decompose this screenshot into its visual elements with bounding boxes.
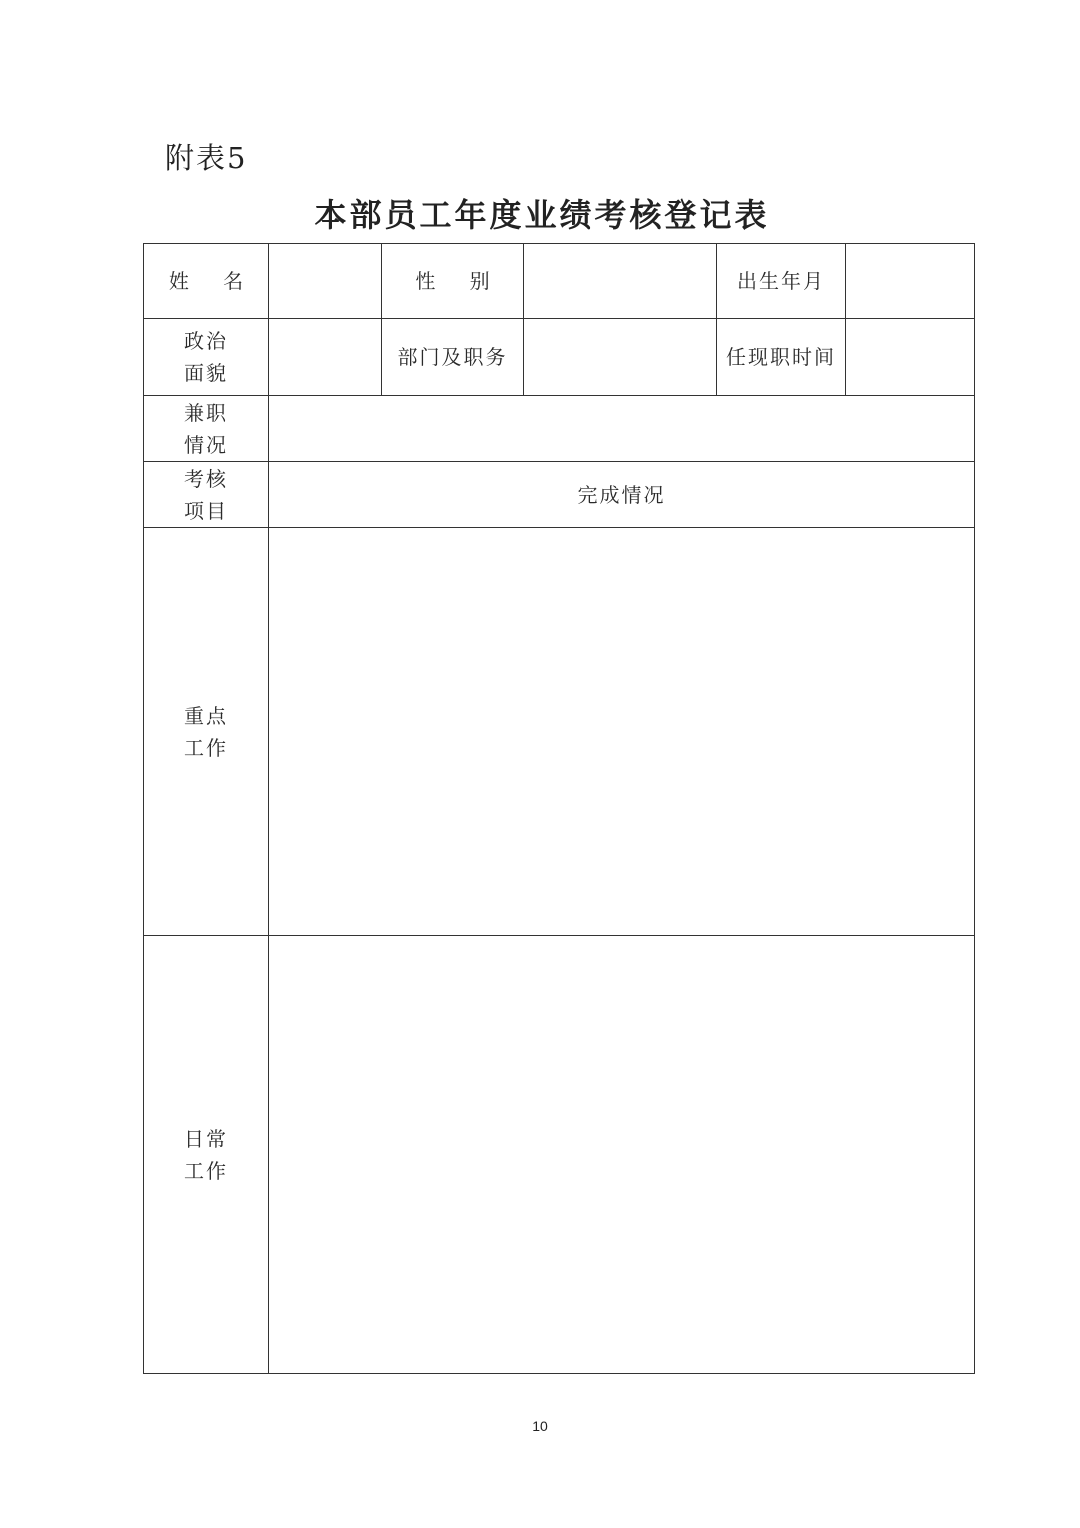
parttime-value-cell[interactable] (269, 396, 975, 462)
political-label-cell (144, 319, 269, 396)
key-work-value-cell[interactable] (269, 528, 975, 936)
daily-work-label: 日常工作 (184, 1126, 228, 1183)
department-value-cell[interactable] (524, 319, 717, 396)
gender-label: 性 别 (415, 269, 504, 293)
tenure-label: 任现职时间 (726, 345, 836, 369)
key-work-label: 重点工作 (184, 703, 228, 760)
item-label: 考核项目 (184, 466, 228, 523)
daily-work-value-cell[interactable] (269, 936, 975, 1374)
appendix-label: 附表5 (165, 141, 248, 175)
table-row (144, 396, 975, 462)
item-label-cell (144, 462, 269, 528)
daily-work-label-cell (144, 936, 269, 1374)
name-label: 姓 名 (168, 269, 258, 293)
gender-label-cell (382, 244, 524, 319)
table-row (144, 319, 975, 396)
political-value-cell[interactable] (269, 319, 382, 396)
completion-header-cell (269, 462, 975, 528)
department-label-cell (382, 319, 524, 396)
page-number: 10 (532, 1418, 548, 1434)
table-row (144, 462, 975, 528)
name-value-cell[interactable] (269, 244, 382, 319)
tenure-label-cell (717, 319, 846, 396)
political-label: 政治面貌 (184, 329, 228, 385)
parttime-label: 兼职情况 (184, 400, 228, 457)
table-row (144, 936, 975, 1374)
birth-value-cell[interactable] (846, 244, 975, 319)
department-label: 部门及职务 (397, 345, 508, 369)
parttime-label-cell (144, 396, 269, 462)
birth-label: 出生年月 (737, 269, 825, 293)
table-row (144, 244, 975, 319)
table-row (144, 528, 975, 936)
key-work-label-cell (144, 528, 269, 936)
appraisal-form-table (143, 243, 975, 1374)
tenure-value-cell[interactable] (846, 319, 975, 396)
gender-value-cell[interactable] (524, 244, 717, 319)
form-title: 本部员工年度业绩考核登记表 (314, 196, 770, 234)
completion-label: 完成情况 (577, 482, 666, 507)
birth-label-cell (717, 244, 846, 319)
name-label-cell (144, 244, 269, 319)
